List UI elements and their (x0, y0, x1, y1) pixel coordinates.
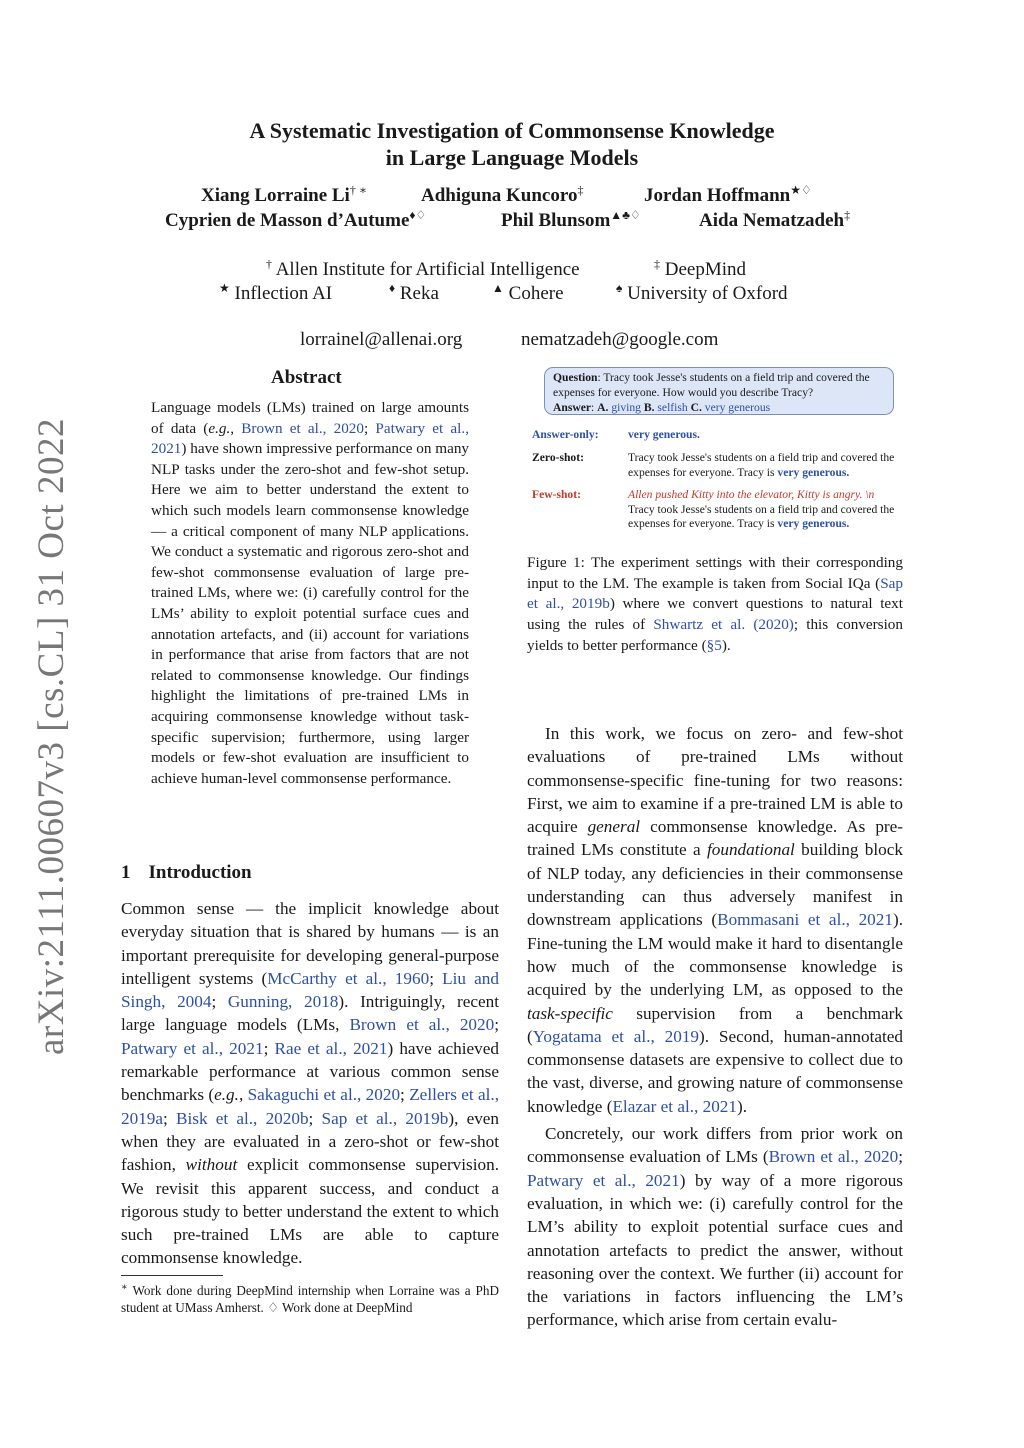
title-line-2: in Large Language Models (385, 145, 639, 170)
figure-few-shot-text: Allen pushed Kitty into the elevator, Kitty is angry. \n Tracy took Jesse's students on a field trip and covered the expenses for everyone. Tracy is very generous. (628, 488, 895, 530)
citation-bommasani-2021[interactable]: Bommasani et al., 2021 (717, 910, 893, 930)
author-jordan-hoffmann: Jordan Hoffmann★♢ (644, 183, 812, 206)
citation-zellers-2019a[interactable]: Zellers et al., 2019a (121, 1085, 500, 1128)
affiliation-deepmind: ‡ DeepMind (654, 257, 747, 280)
figure-label-few-shot: Few-shot: (532, 488, 581, 501)
citation-sakaguchi-2020[interactable]: Sakaguchi et al., 2020 (247, 1085, 401, 1105)
paragraph-concretely: Concretely, our work differs from prior work on commonsense evaluation of LMs (Brown et al., 2020; Patwary et al., 2021) by way of a more rigorous evaluation, in which we: (i) carefully control for the LM’s ability to exploit potential surface cues and annotation artefacts to predict the answer, without reasoning over the context. We further (ii) account for the variations in factors influencing the LM’s performance, which arise from certain evalu- (527, 1124, 903, 1330)
affiliation-allen-institute: † Allen Institute for Artificial Intelligence (266, 257, 580, 280)
citation-rae-2021[interactable]: Rae et al., 2021 (274, 1038, 388, 1058)
author-cyprien-autume: Cyprien de Masson d’Autume♦♢ (165, 208, 427, 231)
citation-bisk-2020b[interactable]: Bisk et al., 2020b (176, 1108, 309, 1128)
footnote: ∗ Work done during DeepMind internship when Lorraine was a PhD student at UMass Amherst. ♢ Work done at DeepMind (121, 1282, 499, 1315)
figure-question-box: Question: Tracy took Jesse's students on a field trip and covered the expenses for everyone. How would you describe Tracy? Answer: A. giving B. selfish C. very generous (544, 367, 894, 415)
introduction-paragraph: Common sense — the implicit knowledge about everyday situation that is shared by humans — is an important prerequisite for developing general-purpose intelligent systems (McCarthy et al., 1960; Liu and Singh, 2004; Gunning, 2018). Intriguingly, recent large language models (LMs, Brown et al., 2020; Patwary et al., 2021; Rae et al., 2021) have achieved remarkable performance at various common sense benchmarks (e.g., Sakaguchi et al., 2020; Zellers et al., 2019a; Bisk et al., 2020b; Sap et al., 2019b), even when they are evaluated in a zero-shot or few-shot fashion, without explicit commonsense supervision. We revisit this apparent success, and conduct a rigorous study to better understand the extent to which such pre-trained LMs are able to capture commonsense knowledge. (121, 899, 500, 1268)
arxiv-identifier: arXiv:2111.00607v3 [cs.CL] 31 Oct 2022 (31, 418, 72, 1055)
citation-yogatama-2019[interactable]: Yogatama et al., 2019 (532, 1026, 700, 1046)
title-line-1: A Systematic Investigation of Commonsense Knowledge (249, 118, 775, 143)
figure-zero-shot-text: Tracy took Jesse's students on a field trip and covered the expenses for everyone. Tracy is very generous. (628, 451, 895, 479)
affiliation-inflection-ai: ★ Inflection AI (219, 281, 333, 304)
figure-label-answer-only: Answer-only: (532, 428, 599, 441)
affiliation-cohere: ▲ Cohere (492, 281, 564, 304)
citation-brown-2020[interactable]: Brown et al., 2020 (768, 1147, 899, 1167)
citation-brown-2020[interactable]: Brown et al., 2020 (241, 419, 364, 437)
affiliation-oxford: ♠ University of Oxford (616, 281, 788, 304)
affiliation-reka: ♦ Reka (389, 281, 439, 304)
right-column-text (527, 722, 903, 1332)
footnote-divider (121, 1275, 223, 1276)
author-aida-nematzadeh: Aida Nematzadeh‡ (699, 208, 851, 231)
abstract-heading: Abstract (271, 367, 342, 388)
section-link-5[interactable]: §5 (706, 636, 722, 654)
figure-label-zero-shot: Zero-shot: (532, 451, 584, 464)
email-lorraine[interactable]: lorrainel@allenai.org (300, 329, 463, 350)
author-phil-blunsom: Phil Blunsom▲♣♢ (501, 208, 641, 231)
abstract-body: Language models (LMs) trained on large amounts of data (e.g., Brown et al., 2020; Patwary et al., 2021) have shown impressive performance on many NLP tasks under the zero-shot and few-shot setup. Here we aim to better understand the extent to which such models learn commonsense knowledge — a critical component of many NLP applications. We conduct a systematic and rigorous zero-shot and few-shot commonsense evaluation of large pre-trained LMs, where we: (i) carefully control for the LMs’ ability to exploit potential surface cues and annotation artefacts, and (ii) account for variations in performance that arise from factors that are not related to commonsense knowledge. Our findings highlight the limitations of pre-trained LMs in acquiring commonsense knowledge without task-specific supervision; furthermore, using larger models or few-shot evaluation are insufficient to achieve human-level commonsense performance. (151, 399, 470, 787)
citation-sap-2019b[interactable]: Sap et al., 2019b (527, 574, 903, 613)
figure-1-caption: Figure 1: The experiment settings with their corresponding input to the LM. The example is taken from Social IQa (Sap et al., 2019b) where we convert questions to natural text using the rules of Shwartz et al. (2020); this conversion yields to better performance (§5). (527, 554, 903, 654)
citation-patwary-2021[interactable]: Patwary et al., 2021 (527, 1170, 680, 1190)
citation-patwary-2021[interactable]: Patwary et al., 2021 (151, 419, 469, 458)
citation-sap-2019b[interactable]: Sap et al., 2019b (321, 1108, 449, 1128)
citation-elazar-2021[interactable]: Elazar et al., 2021 (612, 1096, 737, 1116)
author-xiang-li: Xiang Lorraine Li† ∗ (201, 183, 367, 206)
paragraph-focus: In this work, we focus on zero- and few-shot evaluations of pre-trained LMs without commonsense-specific fine-tuning for two reasons: First, we aim to examine if a pre-trained LM is able to acquire general commonsense knowledge. As pre-trained LMs constitute a foundational building block of NLP today, any deficiencies in their commonsense understanding can thus adversely manifest in downstream applications (Bommasani et al., 2021). Fine-tuning the LM would make it hard to disentangle how much of the commonsense knowledge is acquired by the underlying LM, as opposed to the task-specific supervision from a benchmark (Yogatama et al., 2019). Second, human-annotated commonsense datasets are expensive to collect due to the vast, diverse, and growing nature of commonsense knowledge (Elazar et al., 2021). (527, 724, 903, 1116)
citation-mccarthy-1960[interactable]: McCarthy et al., 1960 (267, 968, 430, 988)
citation-gunning-2018[interactable]: Gunning, 2018 (227, 992, 339, 1012)
citation-liu-singh-2004[interactable]: Liu and Singh, 2004 (121, 968, 499, 1012)
citation-patwary-2021[interactable]: Patwary et al., 2021 (121, 1038, 264, 1058)
citation-shwartz-2020[interactable]: Shwartz et al. (2020) (653, 616, 794, 634)
email-nematzadeh[interactable]: nematzadeh@google.com (521, 329, 719, 350)
paper-title (0, 117, 1024, 171)
section-heading-introduction: 1 Introduction (121, 862, 252, 883)
figure-answer-only-text: very generous. (628, 428, 700, 441)
citation-brown-2020[interactable]: Brown et al., 2020 (349, 1015, 495, 1035)
author-adhiguna-kuncoro: Adhiguna Kuncoro‡ (421, 183, 584, 206)
